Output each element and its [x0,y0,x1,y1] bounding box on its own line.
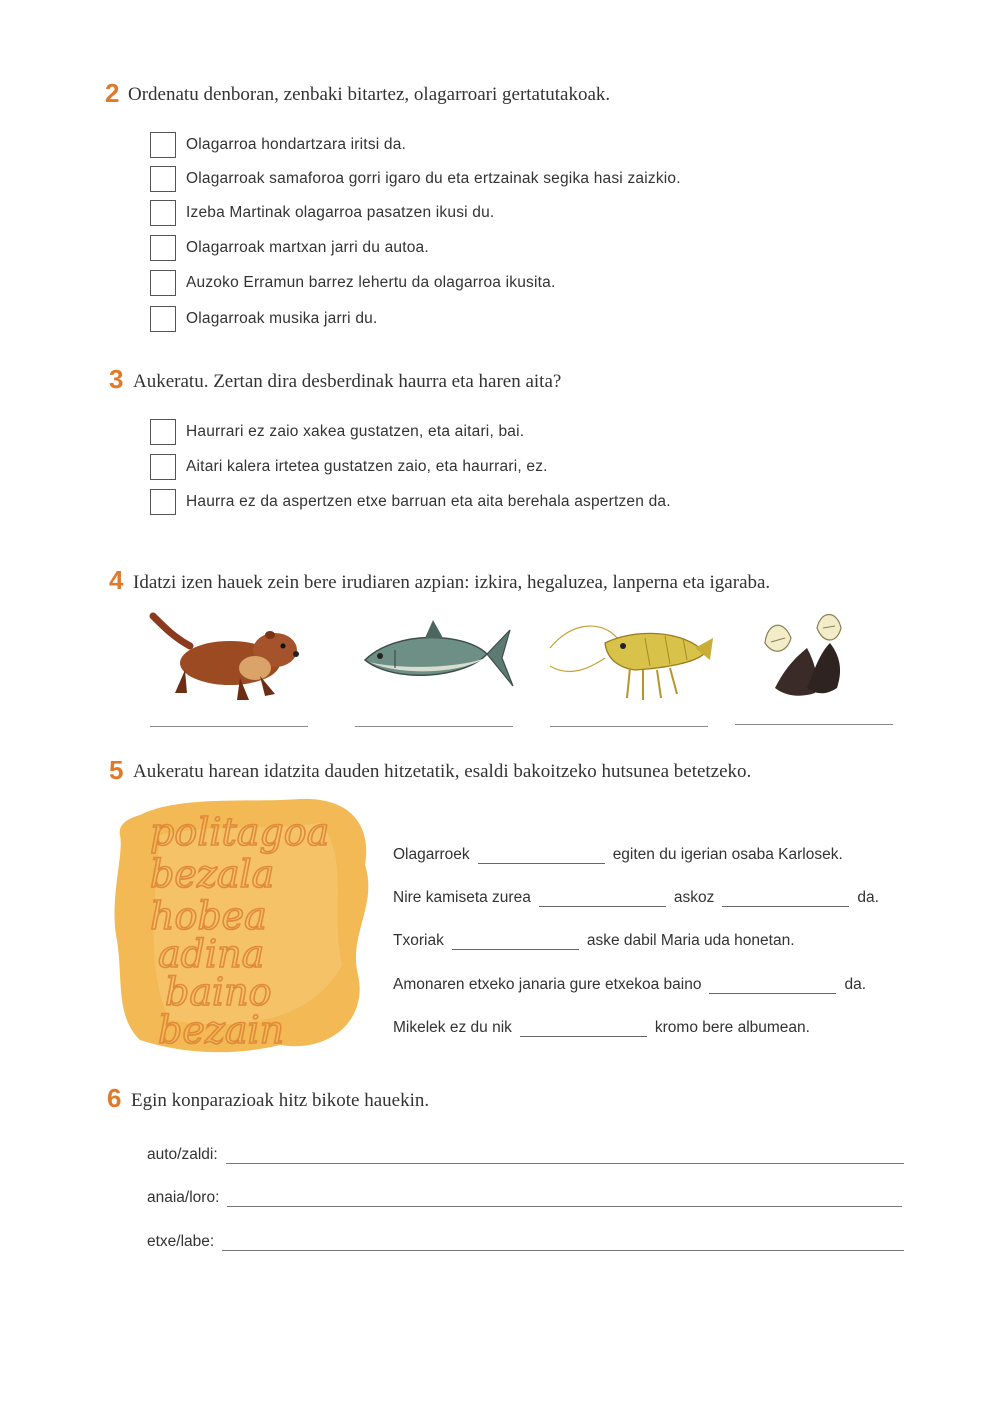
order-checkbox[interactable] [150,235,176,261]
sentence-2 [393,889,879,907]
tuna-illustration [355,608,525,708]
choice-checkbox[interactable] [150,419,176,445]
exercise-6-number: 6 [107,1083,122,1113]
answer-line[interactable] [227,1192,902,1207]
blank-field[interactable] [452,935,579,950]
answer-line[interactable] [222,1236,904,1251]
option-text: Olagarroak samaforoa gorri igaro du eta ertzainak segika hasi zaizkio. [186,170,681,187]
sentence-text: Nire kamiseta zurea [393,889,531,906]
sentence-text: kromo bere albumean. [654,1019,810,1036]
choice-checkbox[interactable] [150,489,176,515]
sentence-4 [393,976,866,994]
answer-line-tuna[interactable] [355,726,513,727]
exercise-2-option [150,199,494,227]
sentence-1 [393,846,843,864]
order-checkbox[interactable] [150,270,176,296]
sand-word: bezala [150,852,275,896]
sand-word: bezain [158,1008,285,1052]
exercise-3-option [150,453,548,481]
sentence-text: da. [844,976,867,993]
option-text: Aitari kalera irtetea gustatzen zaio, eta haurrari, ez. [186,458,548,475]
blank-field[interactable] [478,849,605,864]
order-checkbox[interactable] [150,200,176,226]
option-text: Haurra ez da aspertzen etxe barruan eta aita berehala aspertzen da. [186,493,671,510]
exercise-3-option [150,488,671,516]
exercise-2-number: 2 [105,78,120,108]
sentence-3 [393,932,795,950]
comparison-row [147,1146,904,1164]
barnacle-illustration [745,608,915,708]
sentence-text: aske dabil Maria uda honetan. [586,932,795,949]
order-checkbox[interactable] [150,132,176,158]
order-checkbox[interactable] [150,166,176,192]
exercise-3-instruction: Aukeratu. Zertan dira desberdinak haurra eta haren aita? [133,371,562,392]
exercise-2-option [150,234,429,262]
comparison-row [147,1189,902,1207]
option-text: Olagarroak martxan jarri du autoa. [186,239,429,256]
exercise-6-instruction: Egin konparazioak hitz bikote hauekin. [131,1090,430,1111]
order-checkbox[interactable] [150,306,176,332]
answer-line-shrimp[interactable] [550,726,708,727]
exercise-2-option [150,305,377,333]
blank-field[interactable] [709,979,836,994]
sentence-5 [393,1019,810,1037]
answer-line-otter[interactable] [150,726,308,727]
blank-field[interactable] [520,1022,647,1037]
pair-label: etxe/labe: [147,1233,215,1250]
exercise-2-option [150,269,555,297]
exercise-3-option [150,418,524,446]
blank-field[interactable] [722,892,849,907]
exercise-3-number: 3 [109,364,124,394]
sand-word: baino [165,970,272,1014]
answer-line-barnacle[interactable] [735,724,893,725]
sentence-text: egiten du igerian osaba Karlosek. [612,846,843,863]
comparison-row [147,1233,904,1251]
sentence-text: askoz [673,889,715,906]
answer-line[interactable] [226,1149,904,1164]
choice-checkbox[interactable] [150,454,176,480]
exercise-5-instruction: Aukeratu harean idatzita dauden hitzetatik, esaldi bakoitzeko hutsunea betetzeko. [133,761,752,782]
option-text: Haurrari ez zaio xakea gustatzen, eta aitari, bai. [186,423,525,440]
sentence-text: Mikelek ez du nik [393,1019,512,1036]
blank-field[interactable] [539,892,666,907]
sand-word: adina [158,932,265,976]
sentence-text: Amonaren etxeko janaria gure etxekoa baino [393,976,702,993]
sentence-text: da. [857,889,879,906]
exercise-2-instruction: Ordenatu denboran, zenbaki bitartez, olagarroari gertatutakoak. [128,84,611,105]
exercise-4-instruction: Idatzi izen hauek zein bere irudiaren azpian: izkira, hegaluzea, lanperna eta igaraba. [133,572,771,593]
sand-word: politagoa [150,810,330,854]
exercise-2-option [150,165,681,193]
sentence-text: Olagarroek [393,846,470,863]
exercise-4-number: 4 [109,565,124,595]
pair-label: anaia/loro: [147,1189,220,1206]
shrimp-illustration [545,608,715,708]
option-text: Auzoko Erramun barrez lehertu da olagarroa ikusita. [186,274,556,291]
otter-illustration [145,608,315,708]
exercise-5-number: 5 [109,755,124,785]
sand-word: hobea [150,894,267,938]
pair-label: auto/zaldi: [147,1146,218,1163]
sand-word-bank [110,795,380,1060]
exercise-2-option [150,131,406,159]
option-text: Olagarroak musika jarri du. [186,310,378,327]
sentence-text: Txoriak [393,932,444,949]
option-text: Izeba Martinak olagarroa pasatzen ikusi du. [186,204,495,221]
option-text: Olagarroa hondartzara iritsi da. [186,136,407,153]
